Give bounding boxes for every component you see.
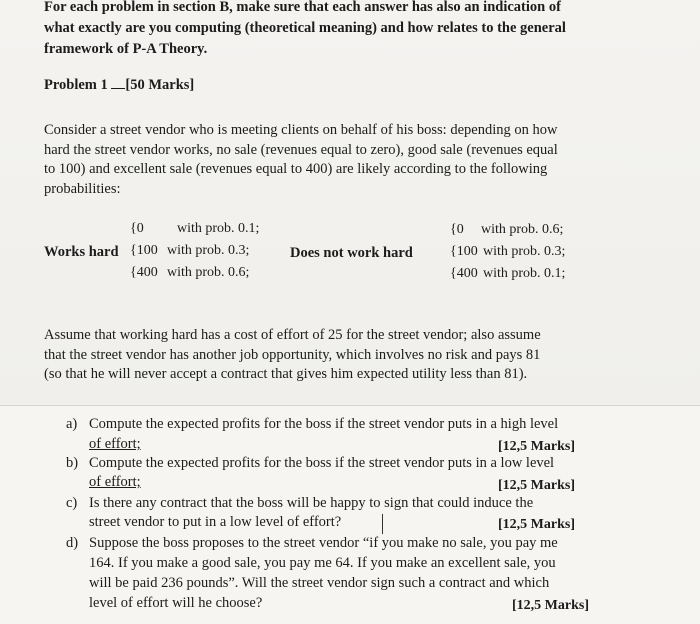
outcome-value: {400 (130, 265, 158, 280)
outcome-value: {100 (450, 244, 478, 259)
paragraph-line: probabilities: (44, 180, 121, 197)
outcome-value: {400 (450, 266, 478, 281)
not-hard-row (450, 244, 565, 260)
question-d-line: 164. If you make a good sale, you pay me 64. If you make an excellent sale, you (89, 555, 556, 571)
outcome-prob: with prob. 0.6; (167, 265, 250, 280)
paragraph-line: that the street vendor has another job opportunity, which involves no risk and pays 81 (44, 346, 541, 363)
outcome-prob: with prob. 0.3; (167, 243, 250, 258)
paragraph-line: Consider a street vendor who is meeting clients on behalf of his boss: depending on how (44, 122, 558, 138)
not-hard-label: Does not work hard (290, 245, 413, 261)
paragraph-line: hard the street vendor works, no sale (revenues equal to zero), good sale (revenues equal (44, 141, 558, 158)
outcome-value: {0 (450, 222, 464, 237)
outcome-prob: with prob. 0.3; (483, 244, 566, 259)
paragraph-line: Assume that working hard has a cost of effort of 25 for the street vendor; also assume (44, 327, 541, 343)
outcome-prob: with prob. 0.1; (483, 266, 566, 281)
works-hard-row (130, 221, 259, 237)
paragraph-line: (so that he will never accept a contract that gives him expected utility less than 81). (44, 366, 528, 382)
text-cursor (382, 514, 383, 534)
scenario-paragraph (44, 121, 644, 199)
question-b-marks: [12,5 Marks] (498, 478, 575, 493)
question-a-line: of effort; (89, 436, 141, 452)
not-hard-row (450, 222, 563, 238)
outcome-value: {100 (130, 243, 158, 258)
intro-instructions (44, 0, 644, 60)
intro-line: what exactly are you computing (theoretical meaning) and how relates to the general (44, 20, 566, 36)
question-letter: a) (66, 416, 78, 432)
question-d-marks: [12,5 Marks] (512, 598, 589, 613)
question-a-line: Compute the expected profits for the boss if the street vendor puts in a high level (89, 416, 559, 432)
question-c-line: street vendor to put in a low level of effort? (89, 514, 342, 530)
intro-line: framework of P-A Theory. (44, 41, 208, 57)
question-letter: c) (66, 495, 78, 511)
paragraph-line: to 100) and excellent sale (revenues equal to 400) are likely according to the following (44, 161, 548, 177)
question-c-line: Is there any contract that the boss will be happy to sign that could induce the (89, 495, 534, 511)
works-hard-row (130, 265, 249, 281)
works-hard-label: Works hard (44, 244, 119, 260)
question-d-line: will be paid 236 pounds”. Will the street vendor sign such a contract and which (89, 575, 550, 591)
question-c-marks: [12,5 Marks] (498, 517, 575, 532)
question-letter: b) (66, 455, 79, 471)
works-hard-row (130, 243, 249, 259)
question-d-line: level of effort will he choose? (89, 595, 263, 611)
outcome-value: {0 (130, 221, 144, 236)
outcome-prob: with prob. 0.6; (481, 222, 564, 237)
question-a-marks: [12,5 Marks] (498, 439, 575, 454)
not-hard-row (450, 266, 565, 282)
heading-underline (111, 88, 125, 89)
question-b-line: Compute the expected profits for the boss if the street vendor puts in a low level (89, 455, 555, 471)
question-b-line: of effort; (89, 474, 141, 490)
problem-marks: [50 Marks] (125, 77, 195, 93)
problem-title: Problem 1 (44, 77, 108, 93)
intro-line: For each problem in section B, make sure that each answer has also an indication of (44, 0, 561, 15)
question-letter: d) (66, 535, 79, 551)
outcome-prob: with prob. 0.1; (177, 221, 260, 236)
assumption-paragraph (44, 326, 644, 385)
question-d-line: Suppose the boss proposes to the street vendor “if you make no sale, you pay me (89, 535, 558, 551)
problem-heading (44, 76, 194, 95)
